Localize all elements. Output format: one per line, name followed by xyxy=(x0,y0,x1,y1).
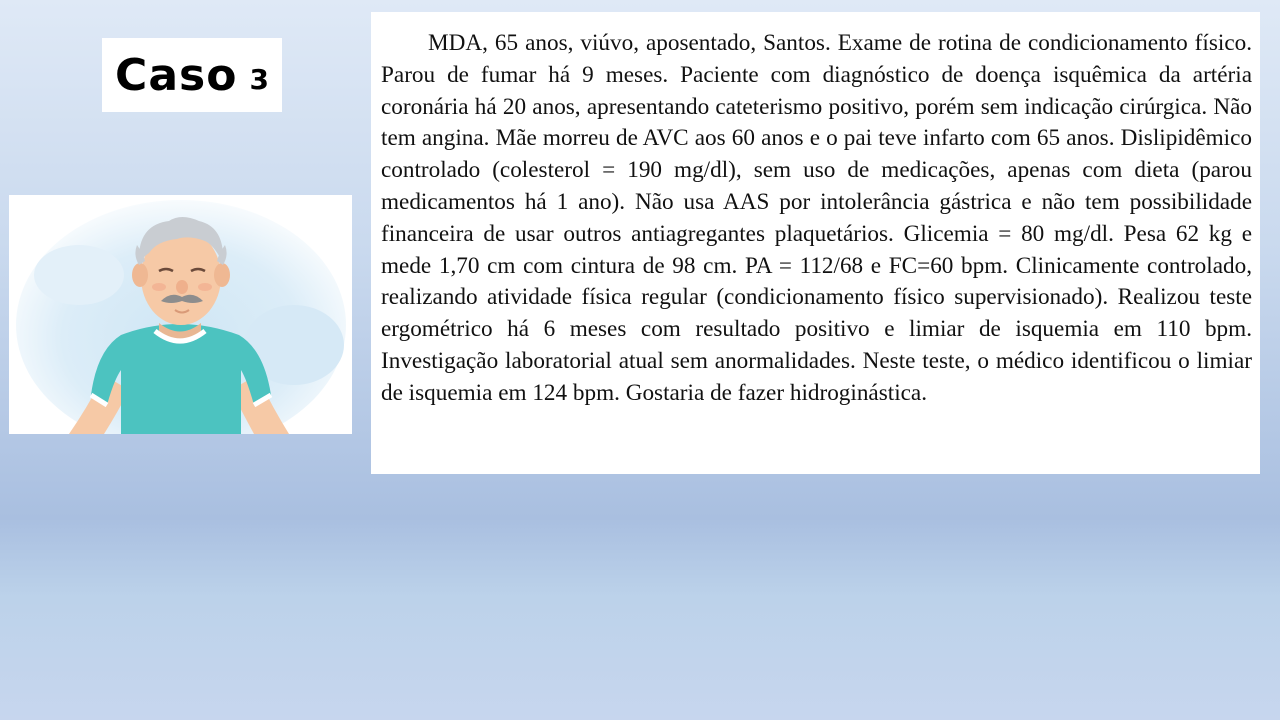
case-description-box xyxy=(371,12,1260,474)
elderly-man-illustration xyxy=(9,195,352,434)
case-description-text: MDA, 65 anos, viúvo, aposentado, Santos. Exame de rotina de condicionamento físico. Parou de fumar há 9 meses. Paciente com diagnóstico de doença isquêmica da artéria coronária há 20 anos, apresentando cateterismo positivo, porém sem indicação cirúrgica. Não tem angina. Mãe morreu de AVC aos 60 anos e o pai teve infarto com 65 anos. Dislipidêmico controlado (colesterol = 190 mg/dl), sem uso de medicações, apenas com dieta (parou medicamentos há 1 ano). Não usa AAS por intolerância gástrica e não tem possibilidade financeira de usar outros antiagregantes plaquetários. Glicemia = 80 mg/dl. Pesa 62 kg e mede 1,70 cm com cintura de 98 cm. PA = 112/68 e FC=60 bpm. Clinicamente controlado, realizando atividade física regular (condicionamento físico supervisionado). Realizou teste ergométrico há 6 meses com resultado positivo e limiar de isquemia em 110 bpm. Investigação laboratorial atual sem anormalidades. Neste teste, o médico identificou o limiar de isquemia em 124 bpm. Gostaria de fazer hidroginástica. xyxy=(381,30,1252,406)
slide-title-box xyxy=(102,38,282,112)
slide-title-number: 3 xyxy=(249,62,269,96)
slide-title: Caso xyxy=(115,49,238,101)
elderly-man-relaxing-icon xyxy=(9,195,352,434)
